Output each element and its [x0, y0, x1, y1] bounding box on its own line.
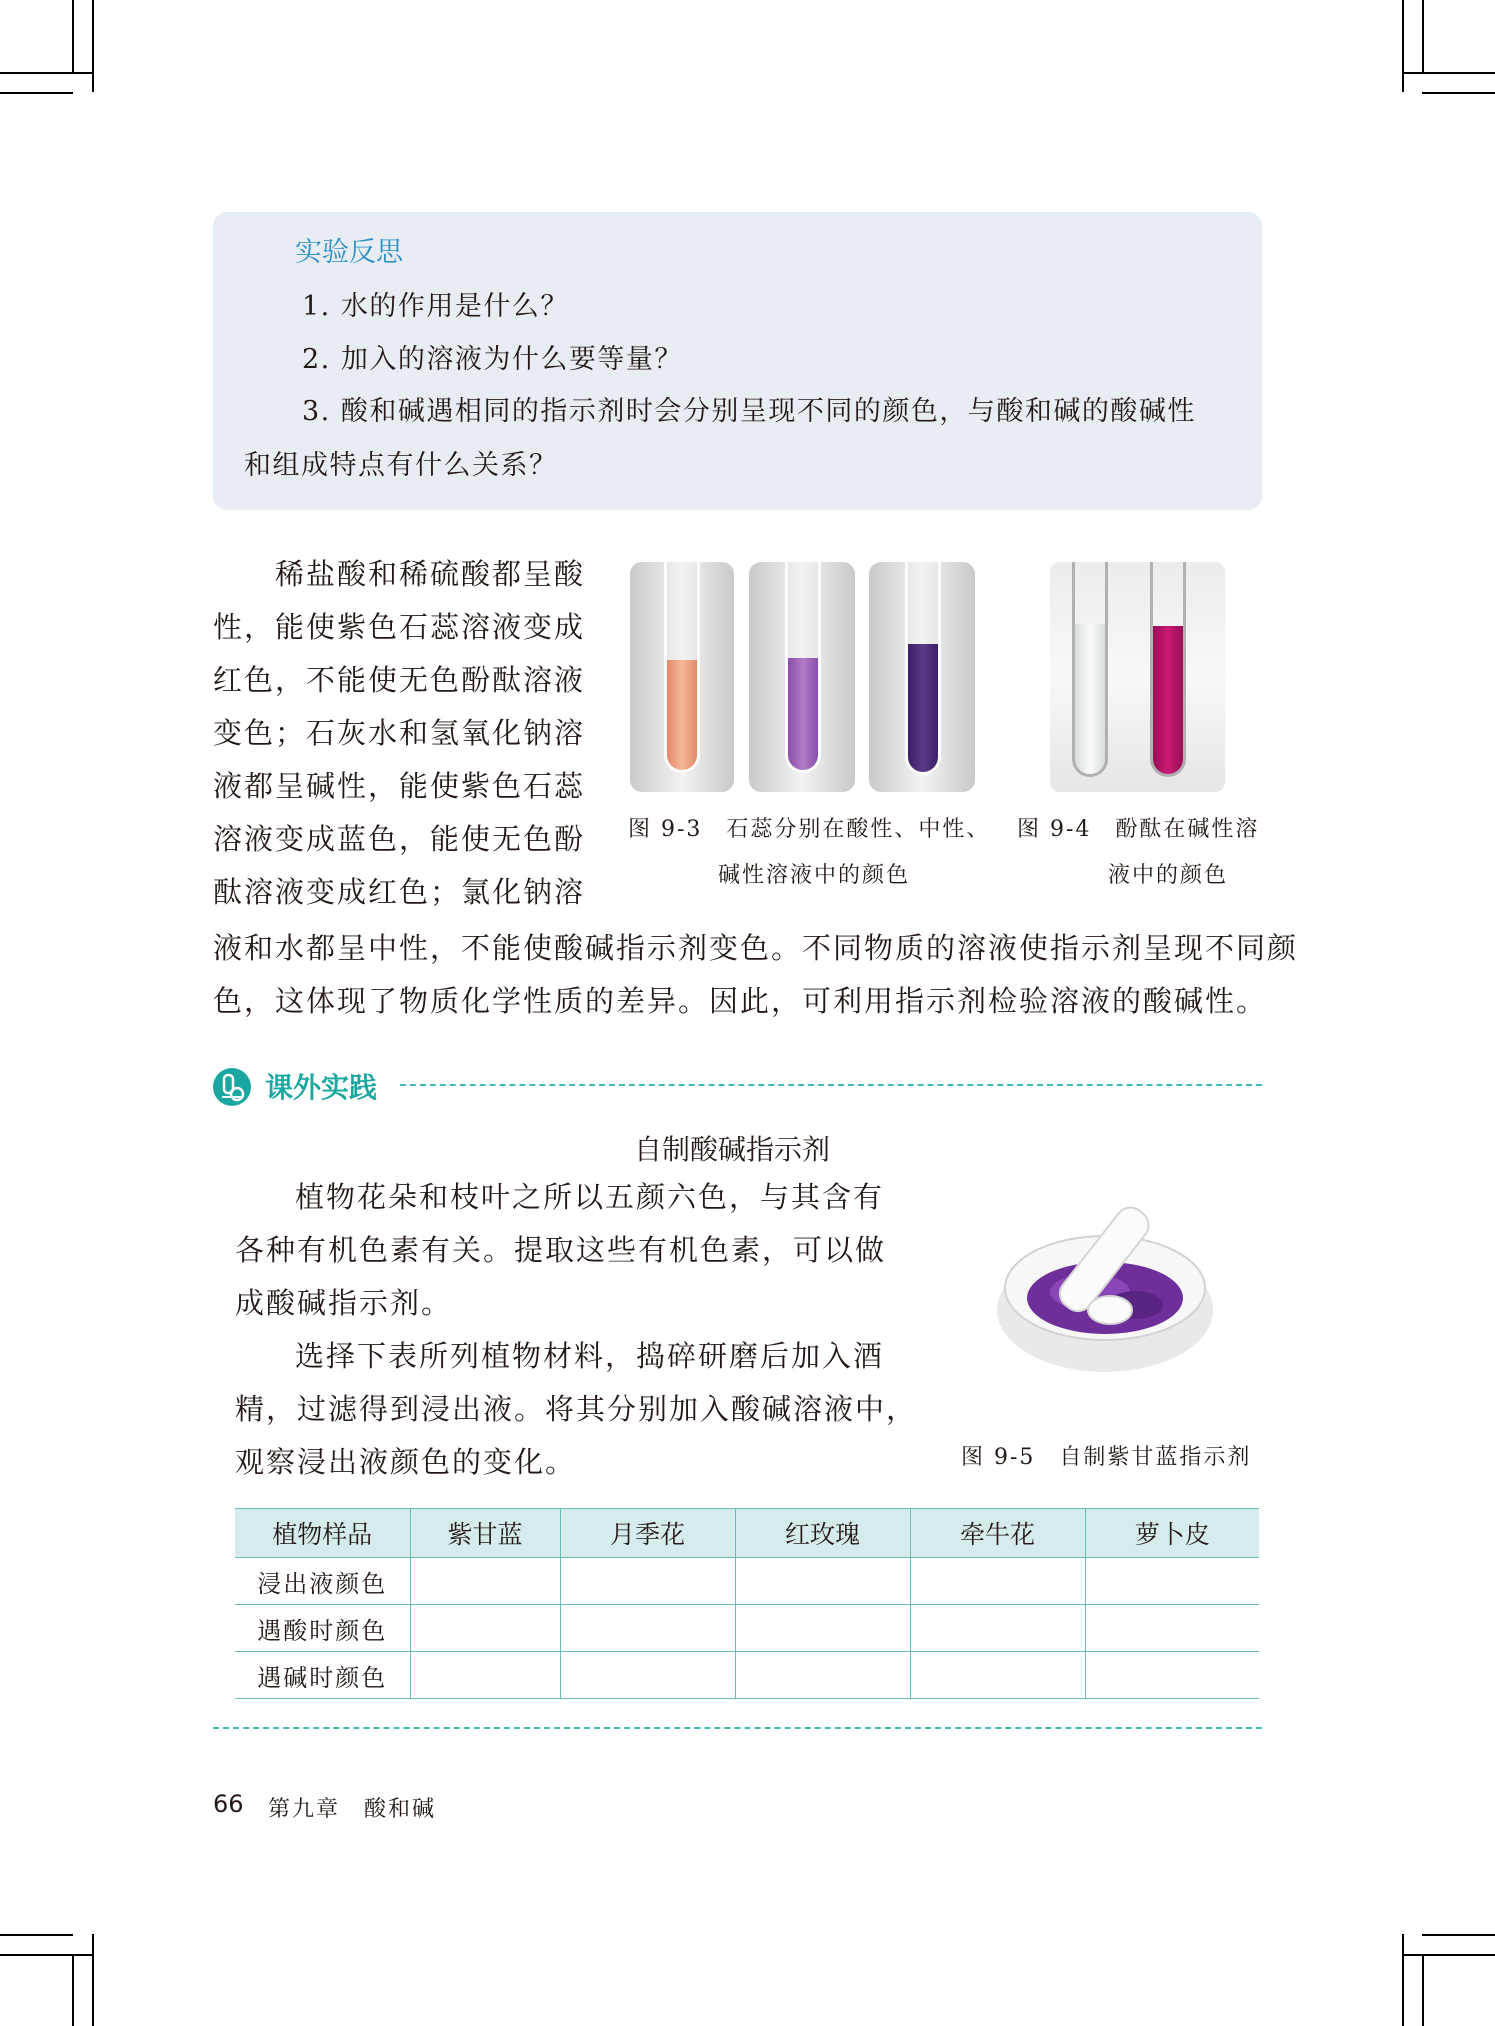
practice-line: 选择下表所列植物材料，捣碎研磨后加入酒: [295, 1339, 885, 1373]
table-cell[interactable]: [410, 1558, 560, 1605]
figure-9-3-caption-cont: 碱性溶液中的颜色: [718, 863, 911, 888]
practice-divider-bottom: [213, 1727, 1262, 1729]
figure-9-4-caption-cont: 液中的颜色: [1108, 863, 1229, 888]
table-cell[interactable]: [1085, 1605, 1259, 1652]
table-header-row: [235, 1509, 1259, 1558]
body-line: 变色；石灰水和氢氧化钠溶: [213, 716, 586, 750]
figure-9-4-image: [1050, 562, 1225, 792]
table-row: [235, 1605, 1259, 1652]
figure-9-3-image: [630, 562, 975, 792]
body-line: 稀盐酸和稀硫酸都呈酸: [275, 557, 586, 591]
table-cell[interactable]: [410, 1605, 560, 1652]
crop-mark: [1422, 92, 1495, 94]
practice-line: 植物花朵和枝叶之所以五颜六色，与其含有: [295, 1180, 885, 1214]
table-header: 牵牛花: [910, 1509, 1085, 1558]
table-row-label: 浸出液颜色: [235, 1558, 410, 1605]
table-cell[interactable]: [910, 1605, 1085, 1652]
crop-mark: [0, 1934, 73, 1936]
table-cell[interactable]: [1085, 1558, 1259, 1605]
body-line: 液和水都呈中性，不能使酸碱指示剂变色。不同物质的溶液使指示剂呈现不同颜: [213, 931, 1299, 965]
plant-indicator-table: [235, 1508, 1259, 1699]
table-header: 红玫瑰: [735, 1509, 910, 1558]
practice-section-title: 课外实践: [265, 1071, 378, 1104]
crop-mark: [72, 1954, 74, 2026]
figure-9-5-caption: 图 9-5 自制紫甘蓝指示剂: [961, 1445, 1252, 1470]
table-cell[interactable]: [1085, 1652, 1259, 1699]
practice-paragraph: [235, 1171, 917, 1489]
reflection-question-1: 1. 水的作用是什么？: [302, 291, 569, 322]
body-line: 色，这体现了物质化学性质的差异。因此，可利用指示剂检验溶液的酸碱性。: [213, 984, 1268, 1018]
page-number: 66: [213, 1790, 244, 1818]
figure-9-5-image: [995, 1160, 1235, 1380]
chapter-title: 第九章 酸和碱: [268, 1797, 437, 1822]
reflection-title: 实验反思: [295, 237, 403, 268]
crop-mark: [1402, 0, 1404, 92]
reflection-question-3-cont: 和组成特点有什么关系？: [244, 450, 558, 481]
table-row-label: 遇酸时颜色: [235, 1605, 410, 1652]
body-line: 红色，不能使无色酚酞溶液: [213, 663, 586, 697]
body-line: 性，能使紫色石蕊溶液变成: [213, 610, 586, 644]
practice-divider-top: [400, 1084, 1262, 1086]
body-line: 溶液变成蓝色，能使无色酚: [213, 822, 586, 856]
practice-line: 精，过滤得到浸出液。将其分别加入酸碱溶液中，: [235, 1392, 918, 1426]
table-header: 萝卜皮: [1085, 1509, 1259, 1558]
crop-mark: [1422, 0, 1424, 72]
crop-mark: [1402, 1954, 1495, 1956]
table-cell[interactable]: [560, 1652, 735, 1699]
crop-mark: [92, 1934, 94, 2026]
body-line: 酞溶液变成红色；氯化钠溶: [213, 875, 586, 909]
table-header: 植物样品: [235, 1509, 410, 1558]
figure-9-3-caption: 图 9-3 石蕊分别在酸性、中性、: [628, 817, 991, 842]
reflection-question-2: 2. 加入的溶液为什么要等量？: [302, 344, 683, 375]
practice-line: 各种有机色素有关。提取这些有机色素，可以做: [235, 1233, 887, 1267]
practice-subtitle: 自制酸碱指示剂: [634, 1133, 831, 1166]
practice-icon: [212, 1067, 252, 1107]
table-cell[interactable]: [735, 1652, 910, 1699]
table-cell[interactable]: [560, 1558, 735, 1605]
table-row: [235, 1558, 1259, 1605]
table-row-label: 遇碱时颜色: [235, 1652, 410, 1699]
crop-mark: [1422, 1954, 1424, 2026]
crop-mark: [92, 0, 94, 92]
crop-mark: [0, 72, 93, 74]
practice-line: 观察浸出液颜色的变化。: [235, 1445, 577, 1479]
table-header: 月季花: [560, 1509, 735, 1558]
practice-line: 成酸碱指示剂。: [235, 1286, 453, 1320]
table-cell[interactable]: [910, 1558, 1085, 1605]
body-paragraph: [213, 548, 585, 919]
table-cell[interactable]: [410, 1652, 560, 1699]
table-header: 紫甘蓝: [410, 1509, 560, 1558]
table-cell[interactable]: [735, 1558, 910, 1605]
crop-mark: [0, 92, 73, 94]
crop-mark: [72, 0, 74, 72]
figure-9-4-caption: 图 9-4 酚酞在碱性溶: [1017, 817, 1260, 842]
reflection-question-3: 3. 酸和碱遇相同的指示剂时会分别呈现不同的颜色，与酸和碱的酸碱性: [302, 396, 1196, 427]
table-cell[interactable]: [735, 1605, 910, 1652]
crop-mark: [1402, 1934, 1404, 2026]
body-line: 液都呈碱性，能使紫色石蕊: [213, 769, 586, 803]
crop-mark: [1402, 72, 1495, 74]
table-cell[interactable]: [910, 1652, 1085, 1699]
crop-mark: [1422, 1934, 1495, 1936]
crop-mark: [0, 1954, 93, 1956]
table-cell[interactable]: [560, 1605, 735, 1652]
table-row: [235, 1652, 1259, 1699]
